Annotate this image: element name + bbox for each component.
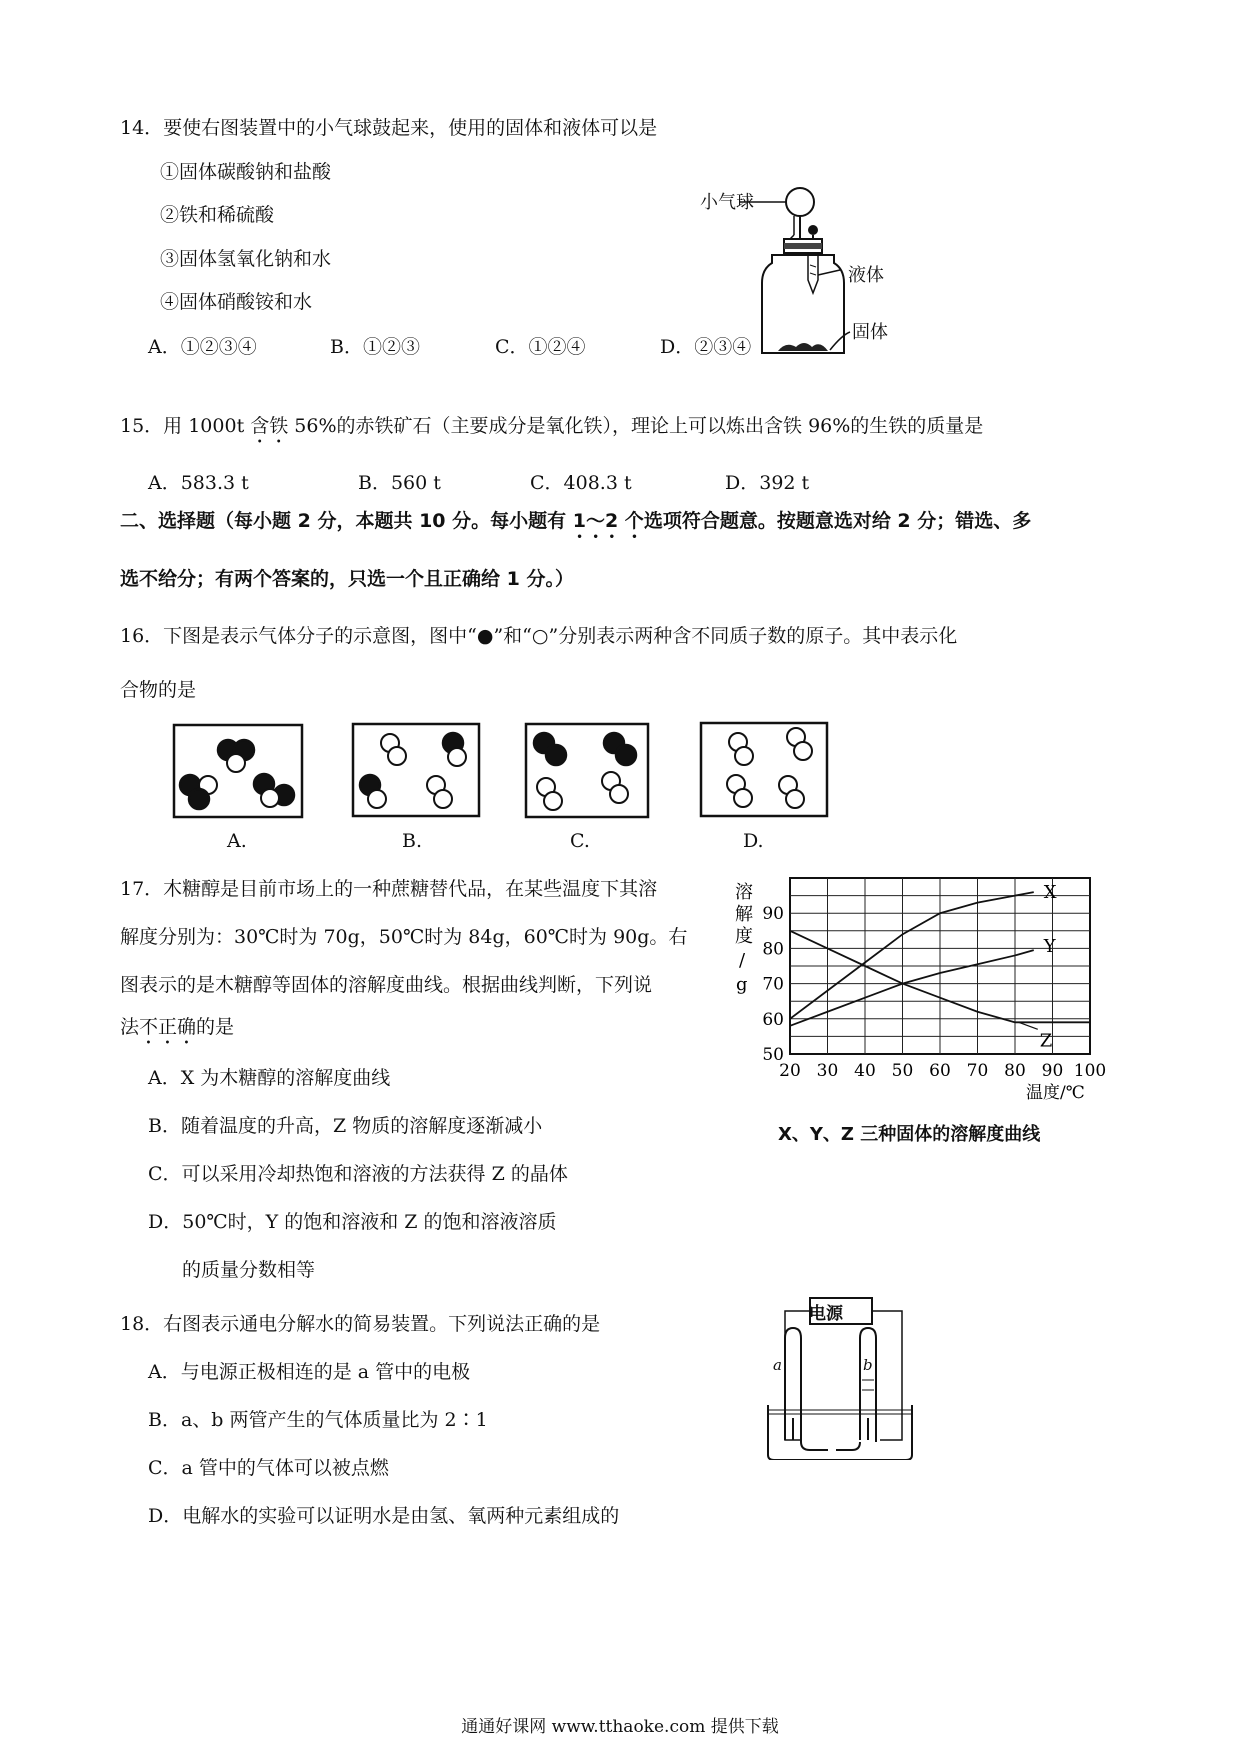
y-tick-label: 80	[762, 939, 784, 960]
y-axis-label-5: g	[736, 974, 748, 995]
q16-label-d: D.	[743, 830, 764, 852]
q18-option-b: B．a、b 两管产生的气体质量比为 2∶1	[148, 1409, 488, 1431]
q17-stem-line-3: 图表示的是木糖醇等固体的溶解度曲线。根据曲线判断，下列说	[120, 974, 653, 996]
q17-option-b: B．随着温度的升高，Z 物质的溶解度逐渐减小	[148, 1115, 543, 1137]
q16-label-b: B.	[402, 830, 423, 852]
y-tick-label: 50	[762, 1045, 784, 1065]
q14-option-c: C．①②④	[495, 336, 586, 358]
q16-stem-line-2: 合物的是	[120, 679, 197, 701]
q16-label-a: A.	[227, 830, 247, 852]
x-tick-label: 50	[891, 1061, 914, 1081]
q18-option-a: A．与电源正极相连的是 a 管中的电极	[148, 1361, 471, 1383]
q17-option-a: A．X 为木糖醇的溶解度曲线	[148, 1067, 391, 1089]
q17-option-d: D．50℃时，Y 的饱和溶液和 Z 的饱和溶液溶质	[148, 1211, 557, 1233]
q14-option-a: A．①②③④	[148, 336, 257, 358]
y-tick-label: 60	[762, 1009, 784, 1030]
q14-item-1: ①固体碳酸钠和盐酸	[160, 161, 332, 183]
tube-a-label: a	[773, 1356, 782, 1374]
molecule-diagrams	[160, 715, 840, 830]
chart-caption: X、Y、Z 三种固体的溶解度曲线	[778, 1124, 1041, 1145]
q15-stem: 15．用 1000t 含铁 56%的赤铁矿石（主要成分是氧化铁），理论上可以炼出含铁 96%的生铁的质量是	[120, 415, 984, 437]
box-d	[701, 723, 827, 816]
y-axis-label-2: 解	[735, 904, 753, 925]
q16-stem-line-1: 16．下图是表示气体分子的示意图，图中“●”和“○”分别表示两种含不同质子数的原子。其中表示化	[120, 625, 958, 647]
series-leader-Z	[1019, 1022, 1038, 1029]
y-axis-label-1: 溶	[735, 882, 753, 903]
x-tick-label: 90	[1041, 1061, 1064, 1081]
q14-option-b: B．①②③	[330, 336, 420, 358]
q16-label-c: C.	[570, 830, 590, 852]
q17-stem-line-1: 17．木糖醇是目前市场上的一种蔗糖替代品，在某些温度下其溶	[120, 878, 658, 900]
q15-option-a: A．583.3 t	[148, 472, 249, 494]
q14-item-4: ④固体硝酸铵和水	[160, 291, 313, 313]
q17-stem-line-2: 解度分别为：30℃时为 70g，50℃时为 84g，60℃时为 90g。右	[120, 926, 688, 948]
chart-grid	[790, 878, 1090, 1054]
series-line-X	[790, 892, 1034, 1019]
series-label-X: X	[1043, 882, 1057, 904]
balloon-label: 小气球	[700, 192, 754, 213]
x-axis-label: 温度/℃	[1026, 1083, 1085, 1103]
section-2-header-line-1: 二、选择题（每小题 2 分，本题共 10 分。每小题有 1～2 个选项符合题意。按题意选对给 2 分；错选、多	[120, 510, 1032, 532]
x-tick-label: 70	[966, 1061, 989, 1081]
q17-stem-line-4: 法不正确的是	[120, 1016, 235, 1038]
x-tick-label: 80	[1004, 1061, 1026, 1081]
power-source-label: 电源	[809, 1304, 843, 1324]
series-label-Y: Y	[1043, 936, 1056, 958]
q14-option-d: D．②③④	[660, 336, 752, 358]
series-label-Z: Z	[1039, 1030, 1053, 1052]
box-c	[526, 724, 648, 817]
q14-item-2: ②铁和稀硫酸	[160, 204, 275, 226]
y-tick-label: 70	[762, 974, 784, 995]
box-b	[353, 724, 479, 816]
tube-b-label: b	[863, 1356, 873, 1374]
solubility-chart	[730, 870, 1130, 1115]
q17-option-c: C．可以采用冷却热饱和溶液的方法获得 Z 的晶体	[148, 1163, 568, 1185]
q14-item-3: ③固体氢氧化钠和水	[160, 248, 332, 270]
q18-option-d: D．电解水的实验可以证明水是由氢、氧两种元素组成的	[148, 1505, 620, 1527]
q15-option-d: D．392 t	[725, 472, 810, 494]
q15-option-b: B．560 t	[358, 472, 441, 494]
x-tick-label: 30	[816, 1061, 839, 1081]
liquid-label: 液体	[848, 265, 884, 286]
x-tick-label: 100	[1073, 1061, 1107, 1081]
y-axis-label-3: 度	[735, 926, 753, 947]
q18-stem: 18．右图表示通电分解水的简易装置。下列说法正确的是	[120, 1313, 601, 1335]
x-tick-label: 20	[779, 1061, 801, 1081]
y-axis-label-4: /	[739, 950, 746, 971]
q15-option-c: C．408.3 t	[530, 472, 632, 494]
y-tick-label: 90	[762, 904, 784, 925]
x-tick-label: 40	[854, 1061, 876, 1081]
section-2-header-line-2: 选不给分；有两个答案的，只选一个且正确给 1 分。）	[120, 568, 574, 590]
q17-option-d-cont: 的质量分数相等	[182, 1259, 316, 1281]
q14-stem: 14．要使右图装置中的小气球鼓起来，使用的固体和液体可以是	[120, 117, 658, 139]
q18-option-c: C．a 管中的气体可以被点燃	[148, 1457, 389, 1479]
box-a	[174, 725, 302, 817]
solid-label: 固体	[852, 322, 888, 343]
page-footer: 通通好课网 www.tthaoke.com 提供下载	[461, 1717, 779, 1737]
x-tick-label: 60	[929, 1061, 951, 1081]
